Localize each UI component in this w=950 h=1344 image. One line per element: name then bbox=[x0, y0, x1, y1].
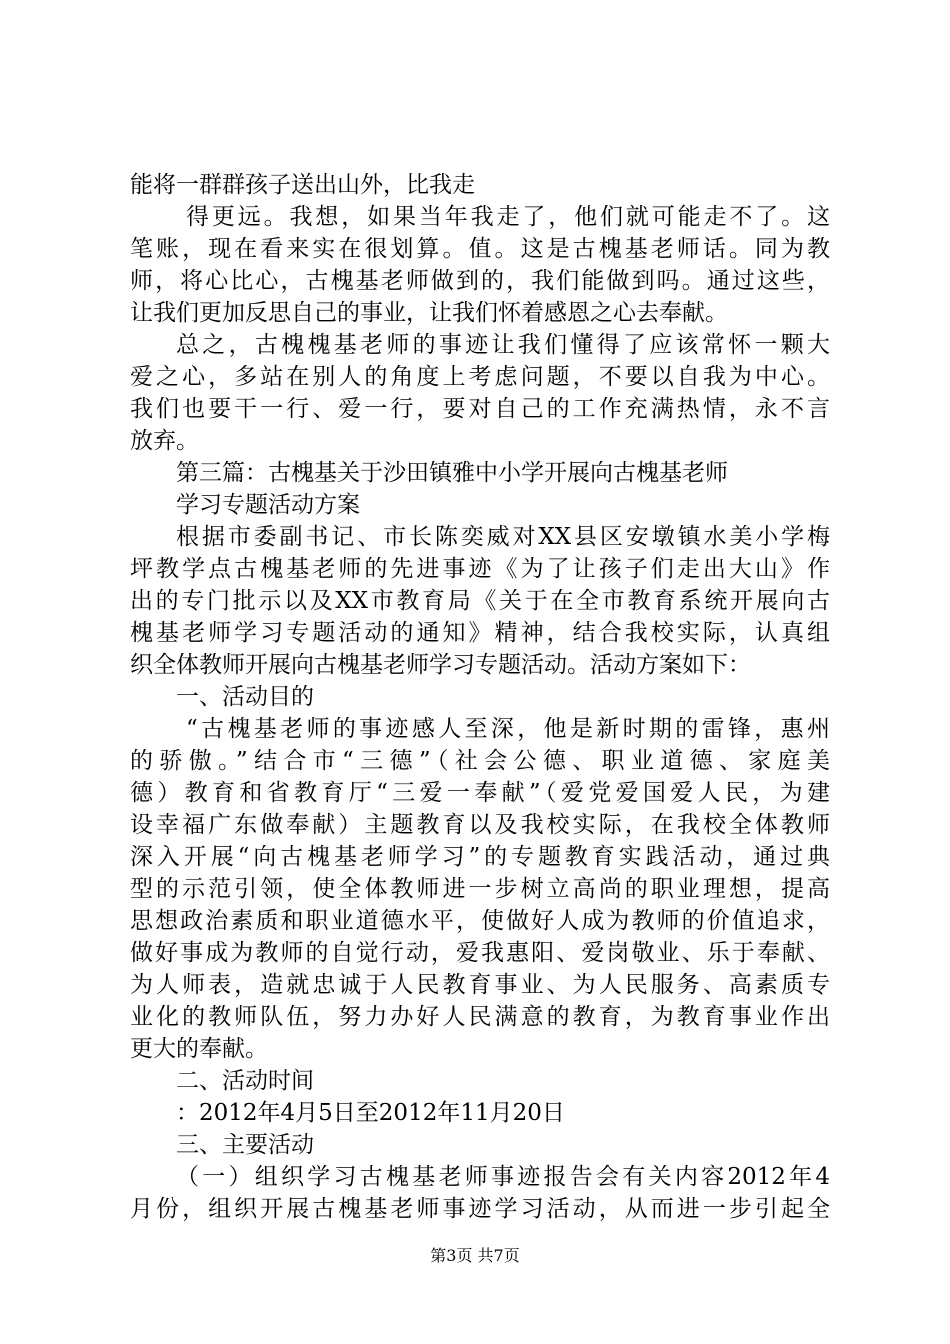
document-body bbox=[130, 169, 830, 1225]
text-line: 坪教学点古槐基老师的先进事迹《为了让孩子们走出大山》作 bbox=[130, 556, 830, 582]
text-line: 更大的奉献。 bbox=[130, 1036, 268, 1062]
text-line: 得更远。我想，如果当年我走了，他们就可能走不了。这 bbox=[186, 204, 830, 230]
text-line: ：2012年4月5日至2012年11月20日 bbox=[176, 1100, 565, 1126]
text-line: 型的示范引领，使全体教师进一步树立高尚的职业理想，提高 bbox=[130, 876, 830, 902]
text-line: 深入开展“向古槐基老师学习”的专题教育实践活动，通过典 bbox=[130, 844, 830, 870]
section-heading: 一、活动目的 bbox=[176, 684, 314, 710]
text-line: 做好事成为教师的自觉行动，爱我惠阳、爱岗敬业、乐于奉献、 bbox=[130, 940, 830, 966]
text-line: 槐基老师学习专题活动的通知》精神，结合我校实际，认真组 bbox=[130, 620, 830, 646]
text-line: 的骄傲。”结合市“三德”（社会公德、职业道德、家庭美 bbox=[130, 748, 830, 774]
text-line: 织全体教师开展向古槐基老师学习专题活动。活动方案如下： bbox=[130, 652, 751, 678]
text-line: 思想政治素质和职业道德水平，使做好人成为教师的价值追求， bbox=[130, 908, 830, 934]
text-line: 德）教育和省教育厅“三爱一奉献”（爱党爱国爱人民，为建 bbox=[130, 780, 830, 806]
section-heading: 第三篇：古槐基关于沙田镇雅中小学开展向古槐基老师 bbox=[176, 460, 728, 486]
text-line: 月份，组织开展古槐基老师事迹学习活动，从而进一步引起全 bbox=[130, 1196, 830, 1222]
section-heading: 三、主要活动 bbox=[176, 1132, 314, 1158]
text-line: 笔账，现在看来实在很划算。值。这是古槐基老师话。同为教 bbox=[130, 236, 830, 262]
text-line: 根据市委副书记、市长陈奕威对XX县区安墩镇水美小学梅 bbox=[176, 524, 830, 550]
text-line: 能将一群群孩子送出山外，比我走 bbox=[130, 172, 475, 198]
text-line: 让我们更加反思自己的事业，让我们怀着感恩之心去奉献。 bbox=[130, 300, 728, 326]
section-heading: 二、活动时间 bbox=[176, 1068, 314, 1094]
text-line: 业化的教师队伍，努力办好人民满意的教育，为教育事业作出 bbox=[130, 1004, 830, 1030]
text-line: 为人师表，造就忠诚于人民教育事业、为人民服务、高素质专 bbox=[130, 972, 830, 998]
section-heading: 学习专题活动方案 bbox=[176, 492, 360, 518]
text-line: （一）组织学习古槐基老师事迹报告会有关内容2012年4 bbox=[176, 1164, 830, 1190]
text-line: “古槐基老师的事迹感人至深，他是新时期的雷锋，惠州 bbox=[186, 716, 830, 742]
page-number-footer: 第3页 共7页 bbox=[430, 1246, 520, 1265]
text-line: 总之，古槐槐基老师的事迹让我们懂得了应该常怀一颗大 bbox=[176, 332, 830, 358]
text-line: 放弃。 bbox=[130, 428, 199, 454]
text-line: 师，将心比心，古槐基老师做到的，我们能做到吗。通过这些， bbox=[130, 268, 830, 294]
text-line: 设幸福广东做奉献）主题教育以及我校实际，在我校全体教师 bbox=[130, 812, 830, 838]
text-line: 爱之心，多站在别人的角度上考虑问题，不要以自我为中心。 bbox=[130, 364, 830, 390]
text-line: 我们也要干一行、爱一行，要对自己的工作充满热情，永不言 bbox=[130, 396, 830, 422]
text-line: 出的专门批示以及XX市教育局《关于在全市教育系统开展向古 bbox=[130, 588, 830, 614]
